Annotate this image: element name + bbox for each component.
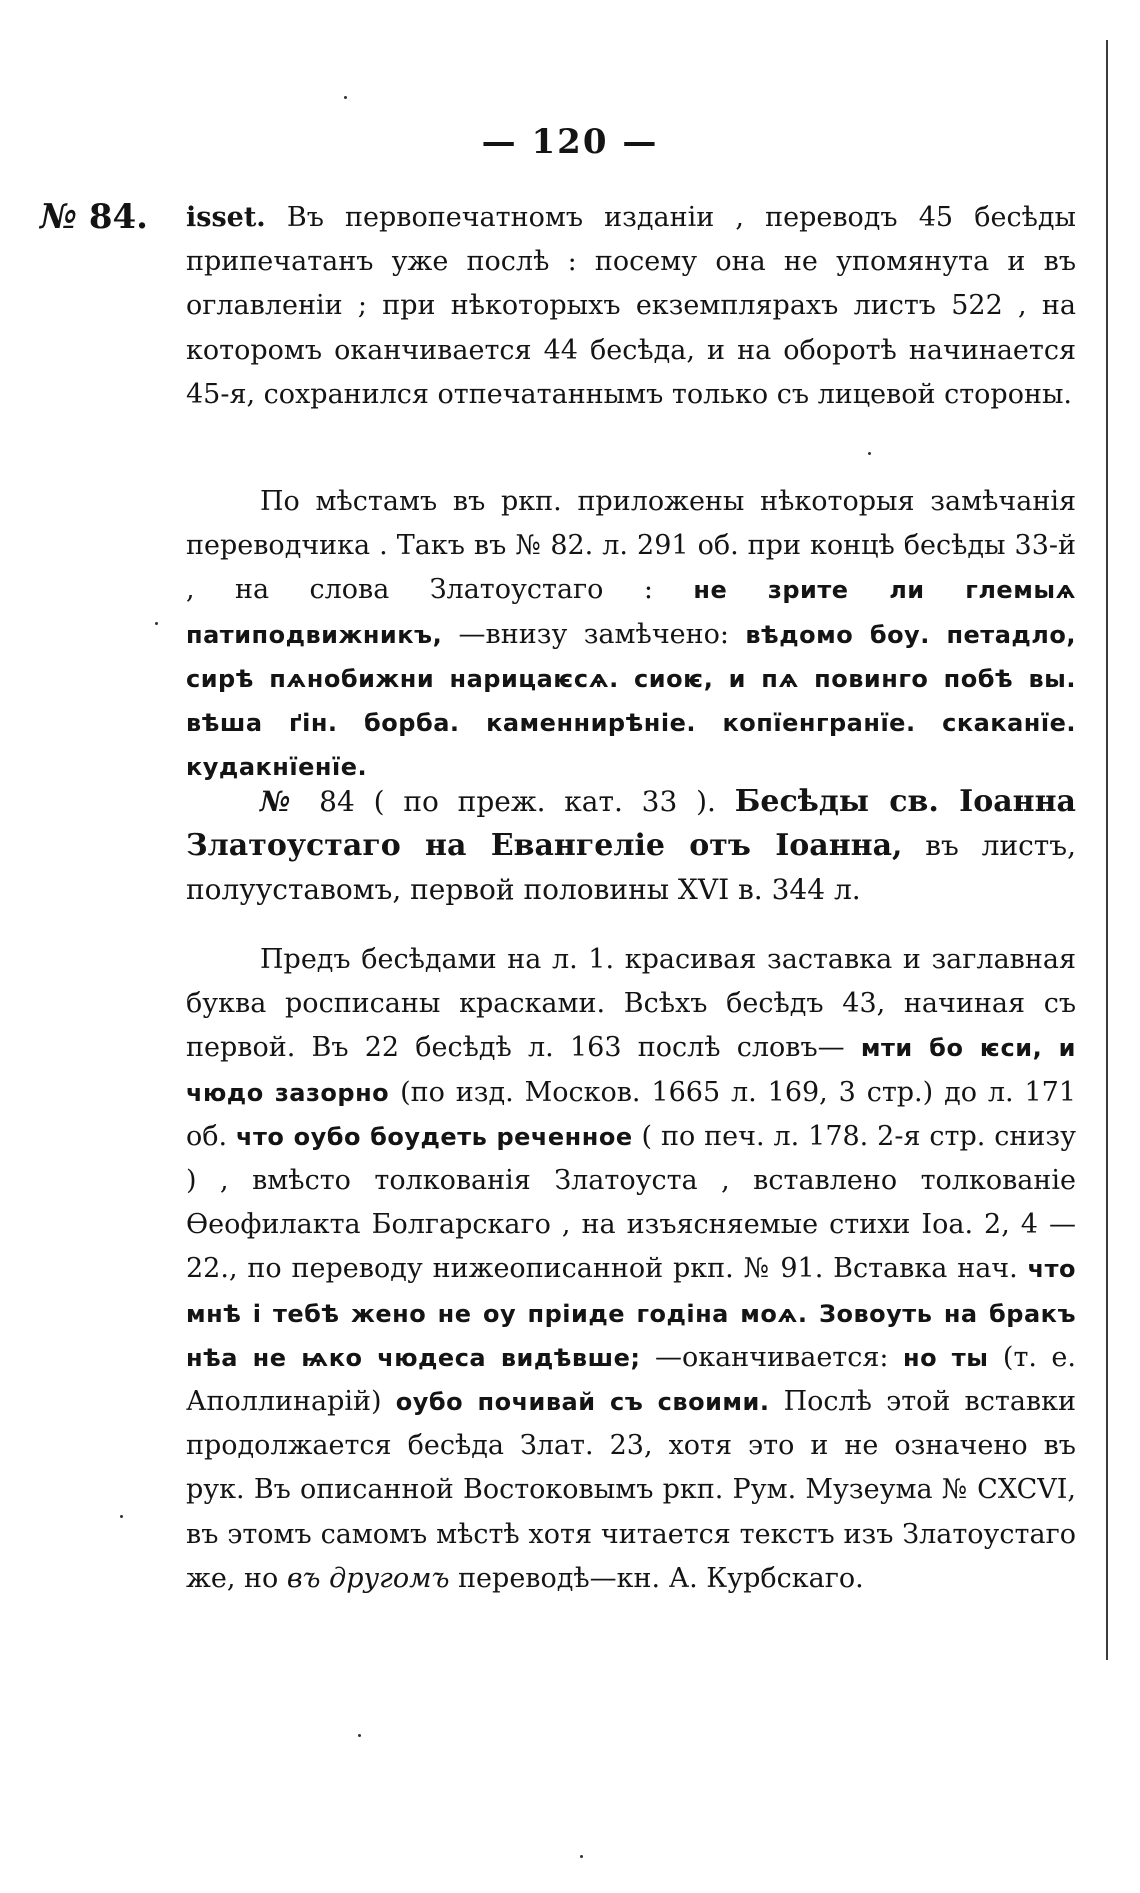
heading-title: Бесѣды св. Іоанна Златоустаго на Евангеліе отъ Іоанна, — [186, 784, 1076, 864]
paper-speck — [120, 1515, 123, 1518]
paper-speck — [580, 1855, 583, 1858]
paragraph-text: Предъ бесѣдами на л. 1. красивая заставка и заглавная буква росписаны красками. Всѣхъ бесѣдъ 43, начиная съ первой. Въ 22 бесѣдѣ л. 163 послѣ словъ— — [186, 944, 1076, 1064]
page-number: — 120 — — [481, 122, 659, 162]
paragraph-first-edition-note — [186, 196, 1076, 417]
paper-speck — [358, 1734, 361, 1737]
entry-number — [40, 197, 148, 237]
church-slavonic-quote: оубо почивай съ своими. — [395, 1388, 770, 1417]
church-slavonic-quote: что оубо боудеть реченное — [236, 1122, 633, 1151]
paragraph-manuscript-description — [186, 938, 1076, 1601]
church-slavonic-quote: вѣдомо боу. петадло, сирѣ пѧнобижни нарицаѥсѧ. сиоѥ, и пѧ повинго побѣ вы. вѣша ґін. борба. каменнирѣніе. копїенгранїе. скаканїе. кудакнїенїе. — [186, 620, 1076, 782]
lead-word: isset. — [186, 202, 266, 233]
church-slavonic-quote: мти бо ѥси, и чюдо зазорно — [186, 1034, 1077, 1107]
numero-sign: № — [40, 197, 77, 237]
paragraph-translator-remarks — [186, 480, 1076, 789]
italic-emphasis: въ другомъ — [286, 1562, 450, 1594]
heading-previous-catalogue: ( по преж. кат. 33 ). — [373, 785, 716, 818]
numero-sign: № — [260, 785, 301, 818]
paper-speck — [155, 622, 158, 625]
heading-number: 84 — [319, 785, 355, 818]
paragraph-text: —внизу замѣчено: — [458, 618, 729, 650]
church-slavonic-quote: что мнѣ і тебѣ жено не оу пріиде годіна моѧ. Зовоуть на бракъ нѣа не ѩко чюдеса видѣвше; — [186, 1255, 1076, 1372]
paragraph-text: По мѣстамъ въ ркп. приложены нѣкоторыя замѣчанія переводчика . Такъ въ № 82. л. 291 об. при концѣ бесѣды 33-й , на слова Златоустаго : — [186, 486, 1076, 606]
paragraph-text: (по изд. Москов. 1665 л. 169, 3 стр.) до л. 171 об. — [186, 1076, 1077, 1152]
paragraph-text: Послѣ этой вставки продолжается бесѣда Злат. 23, хотя это и не означено въ рук. Въ описанной Востоковымъ ркп. Рум. Музеума № CXCVI, въ этомъ самомъ мѣстѣ хотя читается текстъ изъ Златоустаго же, но — [186, 1386, 1076, 1594]
paragraph-text: ( по печ. л. 178. 2-я стр. снизу ) , вмѣсто толкованія Златоуста , вставлено толкованіе Ѳеофилакта Болгарскаго , на изъясняемые стихи Іоа. 2, 4 — 22., по переводу нижеописанной ркп. № 91. Вставка нач. — [186, 1120, 1076, 1285]
heading-description: въ листъ, полууставомъ, первой половины XVI в. 344 л. — [186, 829, 1076, 907]
paragraph-text: Въ первопечатномъ изданіи , переводъ 45 бесѣды припечатанъ уже послѣ : посему она не упомянута и въ оглавленіи ; при нѣкоторыхъ екземплярахъ листъ 522 , на которомъ оканчивается 44 бесѣда, и на оборотѣ начинается 45-я, сохранился отпечатаннымъ только съ лицевой стороны. — [186, 202, 1076, 410]
paragraph-text: (т. е. Аполлинарій) — [186, 1341, 1076, 1418]
paragraph-text: —оканчивается: — [654, 1341, 889, 1373]
entry-heading — [186, 780, 1076, 913]
church-slavonic-quote: но ты — [902, 1343, 989, 1372]
church-slavonic-quote: не зрите ли глемыѧ патиподвижникъ, — [186, 576, 1076, 649]
paragraph-text: переводѣ—кн. А. Курбскаго. — [458, 1562, 864, 1594]
paper-speck — [868, 452, 871, 455]
binding-edge-line — [1106, 40, 1108, 1660]
paper-speck — [344, 96, 347, 99]
entry-number-value: 84. — [88, 197, 148, 237]
